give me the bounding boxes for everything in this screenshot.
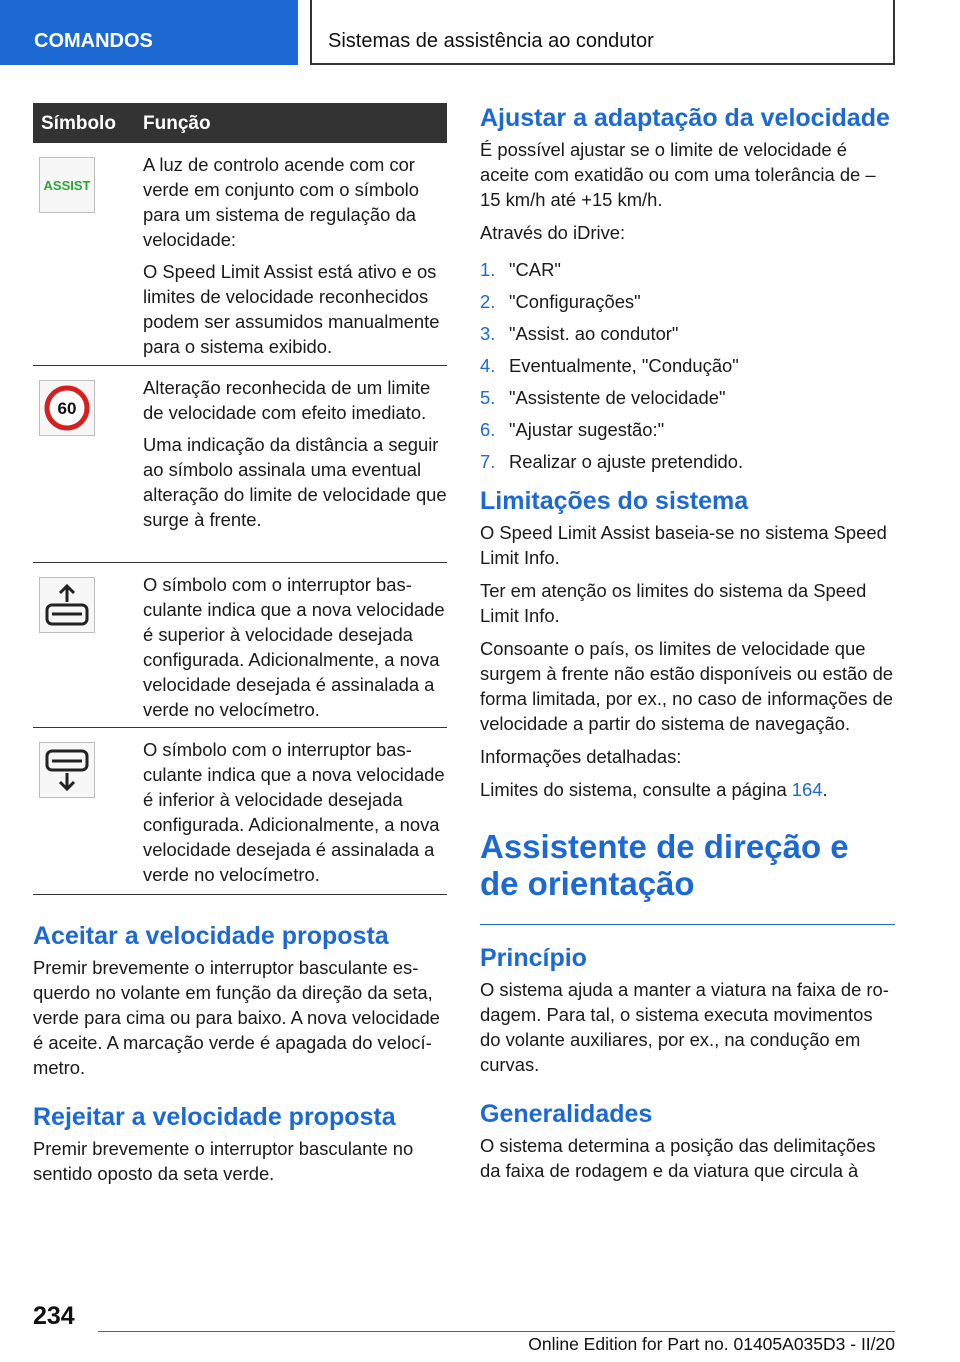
general-text: O sistema determina a posição das delimitações da faixa de rodagem e da viatura que circula à (480, 1135, 876, 1181)
assist-icon-text: ASSIST (43, 178, 91, 193)
page-number: 234 (33, 1302, 75, 1330)
row-text: O Speed Limit Assist está ativo e os limites de velocidade reconhecidos podem ser assumidos manualmente para o sistema exibido. (143, 261, 440, 357)
assist-icon (39, 157, 95, 213)
limits-reference: Limites do sistema, consulte a página 164. (480, 779, 828, 800)
accept-heading: Aceitar a velocidade proposta (33, 922, 389, 950)
list-item: 1. "CAR" (480, 259, 561, 280)
adjust-text: É possível ajustar se o limite de velocidade é aceite com exatidão ou com uma tolerância de –15 km/h até +15 km/h. (480, 139, 876, 210)
idrive-steps (480, 257, 895, 474)
row-text: O símbolo com o interruptor basculante indica que a nova velocidade é superior à velocidade desejada configurada. Adicionalmente, a nova velocidade desejada é assinalada a verde no velocímetro. (143, 574, 445, 720)
column-header-symbol: Símbolo (41, 113, 116, 134)
header-section-tab: COMANDOS (0, 0, 298, 65)
principle-text: O sistema ajuda a manter a viatura na faixa de rodagem. Para tal, o sistema executa movimentos do volante auxiliares, por ex., na condução em curvas. (480, 979, 889, 1075)
page-link[interactable]: 164 (791, 779, 823, 800)
row-text: A luz de controlo acende com cor verde em conjunto com o símbolo para um sistema de regulação da velocidade: (143, 154, 419, 250)
principle-heading: Princípio (480, 944, 587, 972)
list-item: 7. Realizar o ajuste pretendido. (480, 451, 744, 472)
table-row (33, 563, 447, 728)
adjust-heading: Ajustar a adaptação da velocidade (480, 104, 890, 132)
row-text: Alteração reconhecida de um limite de velocidade com efeito imediato. (143, 377, 431, 423)
footer-divider (98, 1331, 895, 1332)
speed-limit-value: 60 (57, 399, 77, 418)
list-item: 6. "Ajustar sugestão:" (480, 419, 665, 440)
limits-text: O Speed Limit Assist baseia-se no sistema Speed Limit Info. (480, 522, 887, 568)
idrive-text: Através do iDrive: (480, 222, 626, 243)
rocker-switch-up-icon (39, 577, 95, 633)
general-heading: Generalidades (480, 1100, 653, 1128)
accept-text: Premir brevemente o interruptor basculante esquerdo no volante em função da direção da seta, verde para cima ou para baixo. A nova velocidade é aceite. A marcação verde é apagada do velocímetro. (33, 957, 440, 1078)
column-header-function: Função (143, 113, 211, 134)
right-column (480, 103, 895, 1191)
limits-heading: Limitações do sistema (480, 487, 749, 515)
limits-text: Ter em atenção os limites do sistema da Speed Limit Info. (480, 580, 867, 626)
table-row (33, 366, 447, 563)
chapter-divider (480, 924, 895, 925)
list-item: 5. "Assistente de velocidade" (480, 387, 726, 408)
row-text: Uma indicação da distância a seguir ao símbolo assinala uma eventual alteração do limite de velocidade que surge à frente. (143, 434, 447, 530)
table-row (33, 728, 447, 895)
symbol-table-header (33, 103, 447, 143)
row-text: O símbolo com o interruptor basculante indica que a nova velocidade é inferior à velocidade desejada configurada. Adicionalmente, a nova velocidade desejada é assinalada a verde no velocímetro. (143, 739, 445, 885)
limits-text: Consoante o país, os limites de velocidade que surgem à frente não estão disponíveis ou estão de forma limitada, por ex., no caso de informações de velocidade a partir do sistema de navegação. (480, 638, 894, 734)
limits-text: Informações detalhadas: (480, 746, 682, 767)
header-chapter-title: Sistemas de assistência ao condutor (310, 0, 895, 65)
reject-heading: Rejeitar a velocidade proposta (33, 1103, 396, 1131)
speed-limit-60-icon (39, 380, 95, 436)
footer-edition: Online Edition for Part no. 01405A035D3 - II/20 (528, 1334, 895, 1354)
chapter-heading: Assistente de direção e de orientação (480, 828, 849, 902)
list-item: 4. Eventualmente, "Condução" (480, 355, 739, 376)
rocker-switch-down-icon (39, 742, 95, 798)
left-column (33, 103, 447, 1194)
reject-text: Premir brevemente o interruptor basculante no sentido oposto da seta verde. (33, 1138, 414, 1184)
list-item: 2. "Configurações" (480, 291, 641, 312)
table-row (33, 143, 447, 366)
list-item: 3. "Assist. ao condutor" (480, 323, 679, 344)
